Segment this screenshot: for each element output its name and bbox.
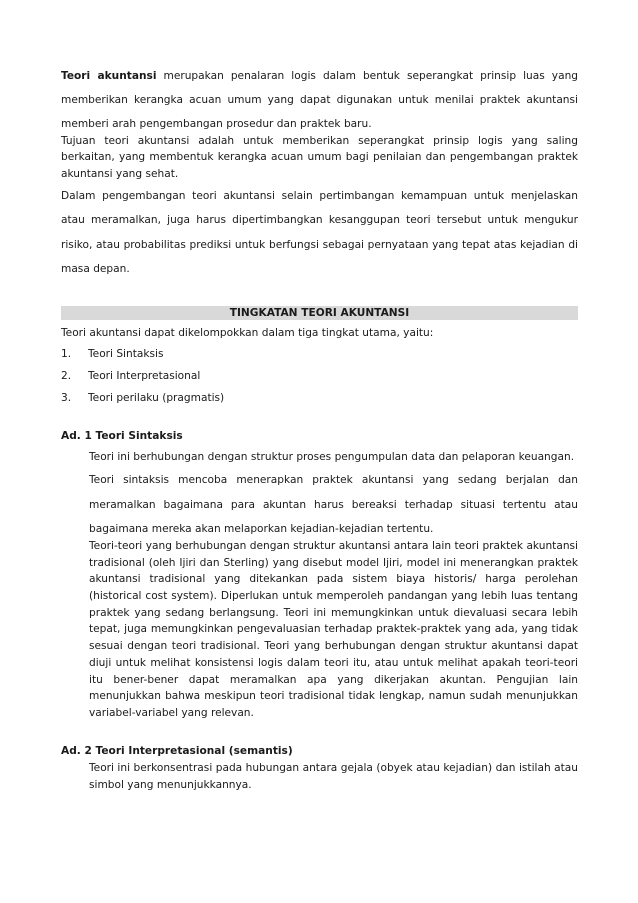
ad1-heading: Ad. 1 Teori Sintaksis xyxy=(61,430,183,443)
list-item-text: Teori Interpretasional xyxy=(88,369,201,382)
intro-paragraph-1 xyxy=(61,64,578,137)
intro-paragraph-2: Tujuan teori akuntansi adalah untuk memberikan seperangkat prinsip logis yang saling berkaitan, yang membentuk kerangka acuan umum bagi penilaian dan pengembangan praktek akuntansi yang sehat. xyxy=(61,134,578,180)
list-item-text: Teori Sintaksis xyxy=(88,347,164,360)
ad1-paragraph-3: Teori-teori yang berhubungan dengan struktur akuntansi antara lain teori praktek akuntansi tradisional (oleh Ijiri dan Sterling) yang disebut model Ijiri, model ini menerangkan praktek akuntansi tradisional yang ditekankan pada sistem biaya historis/ harga perolehan (historical cost system). Diperlukan untuk memperoleh pandangan yang lebih luas tentang praktek yang sedang berlangsung. Teori ini memungkinkan untuk dievaluasi secara lebih tepat, juga memungkinkan pengevaluasian terhadap praktek-praktek yang ada, yang tidak sesuai dengan teori tradisional. Teori yang berhubungan dengan struktur akuntansi dapat diuji untuk melihat konsistensi logis dalam teori itu, atau untuk melihat apakah teori-teori itu bener-bener dapat meramalkan apa yang dikerjakan akuntan. Pengujian lain menunjukkan bahwa meskipun teori tradisional tidak lengkap, namun sudah menunjukkan variabel-variabel yang relevan. xyxy=(89,539,578,719)
ad1-body xyxy=(61,446,578,721)
ad1-paragraph-2: Teori sintaksis mencoba menerapkan praktek akuntansi yang sedang berjalan dan meramalkan bagaimana para akuntan harus bereaksi terhadap situasi tertentu atau bagaimana mereka akan melaporkan kejadian-kejadian tertentu. xyxy=(89,474,578,535)
list-item-number: 3. xyxy=(61,391,72,404)
list-item xyxy=(61,344,578,366)
section-lead: Teori akuntansi dapat dikelompokkan dalam tiga tingkat utama, yaitu: xyxy=(61,326,434,339)
list-item-number: 1. xyxy=(61,347,72,360)
ad2-paragraph-1: Teori ini berkonsentrasi pada hubungan antara gejala (obyek atau kejadian) dan istilah atau simbol yang menunjukkannya. xyxy=(89,761,578,792)
list-item-number: 2. xyxy=(61,369,72,382)
ad2-body xyxy=(61,760,578,795)
document-page xyxy=(61,64,578,795)
intro-paragraph-3: Dalam pengembangan teori akuntansi selain pertimbangan kemampuan untuk menjelaskan atau meramalkan, juga harus dipertimbangkan kesanggupan teori tersebut untuk mengukur risiko, atau probabilitas prediksi untuk berfungsi sebagai pernyataan yang tepat atas kejadian di masa depan. xyxy=(61,190,578,275)
list-item-text: Teori perilaku (pragmatis) xyxy=(88,391,225,404)
ad1-paragraph-1: Teori ini berhubungan dengan struktur proses pengumpulan data dan pelaporan keuangan. xyxy=(89,451,575,464)
list-item xyxy=(61,366,578,388)
ad2-heading: Ad. 2 Teori Interpretasional (semantis) xyxy=(61,744,293,757)
intro-paragraph-1-text: merupakan penalaran logis dalam bentuk seperangkat prinsip luas yang memberikan kerangka acuan umum yang dapat digunakan untuk menilai praktek akuntansi memberi arah pengembangan prosedur dan praktek baru. xyxy=(61,70,579,131)
list-item xyxy=(61,388,578,410)
tingkatan-list xyxy=(61,344,578,409)
intro-term: Teori akuntansi xyxy=(61,70,157,82)
section-heading: TINGKATAN TEORI AKUNTANSI xyxy=(61,306,578,320)
